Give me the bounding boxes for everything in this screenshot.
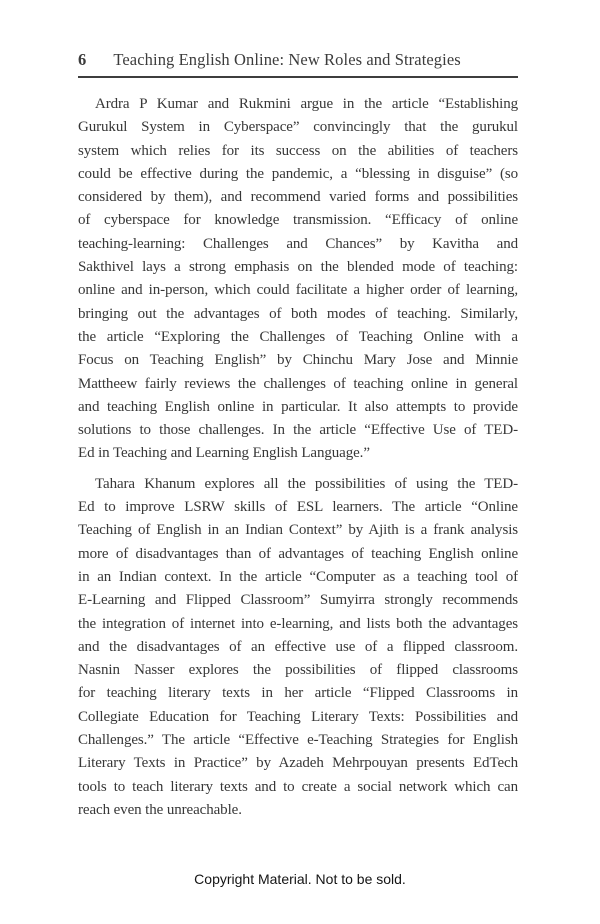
page-header <box>78 50 518 70</box>
text-line: E-Learning and Flipped Classroom” Sumyirra strongly recommends <box>78 592 518 609</box>
text-line: Sakthivel lays a strong emphasis on the blended mode of teaching: <box>78 259 518 276</box>
text-line: Literary Texts in Practice” by Azadeh Mehrpouyan presents EdTech <box>78 755 518 772</box>
text-line: more of disadvantages than of advantages of teaching English online <box>78 545 518 562</box>
text-line: for teaching literary texts in her article “Flipped Classrooms in <box>78 685 518 702</box>
running-title: Teaching English Online: New Roles and Strategies <box>113 50 461 69</box>
text-line: Mattheew fairly reviews the challenges of teaching online in general <box>78 375 518 392</box>
text-line: Gurukul System in Cyberspace” convincingly that the gurukul <box>78 119 518 136</box>
text-line: and the disadvantages of an effective use of a flipped classroom. <box>78 638 518 655</box>
text-line: and teaching English online in particular. It also attempts to provide <box>78 398 518 415</box>
text-line: bringing out the advantages of both modes of teaching. Similarly, <box>78 305 518 322</box>
text-line: of cyberspace for knowledge transmission. “Efficacy of online <box>78 212 518 229</box>
text-line: reach even the unreachable. <box>78 801 242 818</box>
text-line: considered by them), and recommend varied forms and possibilities <box>78 189 518 206</box>
text-line: Ed in Teaching and Learning English Language.” <box>78 445 370 462</box>
text-line: solutions to those challenges. In the article “Effective Use of TED- <box>78 422 518 439</box>
text-line: the integration of internet into e-learning, and lists both the advantages <box>78 615 518 632</box>
text-line: the article “Exploring the Challenges of Teaching Online with a <box>78 328 518 345</box>
text-line: Teaching of English in an Indian Context” by Ajith is a frank analysis <box>78 522 518 539</box>
text-line: online and in-person, which could facilitate a higher order of learning, <box>78 282 518 299</box>
paragraph-1 <box>78 93 518 466</box>
paragraph-2 <box>78 473 518 822</box>
text-line: Nasnin Nasser explores the possibilities of flipped classrooms <box>78 662 518 679</box>
page-body <box>78 93 518 822</box>
text-line: Ardra P Kumar and Rukmini argue in the article “Establishing <box>95 96 518 112</box>
text-line: Focus on Teaching English” by Chinchu Mary Jose and Minnie <box>78 352 518 369</box>
text-line: Tahara Khanum explores all the possibilities of using the TED- <box>95 475 518 492</box>
text-line: in an Indian context. In the article “Computer as a teaching tool of <box>78 568 518 585</box>
text-line: system which relies for its success on the abilities of teachers <box>78 142 518 159</box>
text-line: Ed to improve LSRW skills of ESL learners. The article “Online <box>78 499 518 516</box>
text-line: tools to teach literary texts and to create a social network which can <box>78 778 518 795</box>
header-rule-divider <box>78 76 518 78</box>
copyright-notice: Copyright Material. Not to be sold. <box>194 871 406 887</box>
text-line: teaching-learning: Challenges and Chances” by Kavitha and <box>78 235 518 252</box>
text-line: could be effective during the pandemic, a “blessing in disguise” (so <box>78 165 518 182</box>
text-line: Collegiate Education for Teaching Literary Texts: Possibilities and <box>78 708 518 725</box>
text-line: Challenges.” The article “Effective e-Teaching Strategies for English <box>78 732 518 749</box>
page-number: 6 <box>78 50 87 69</box>
